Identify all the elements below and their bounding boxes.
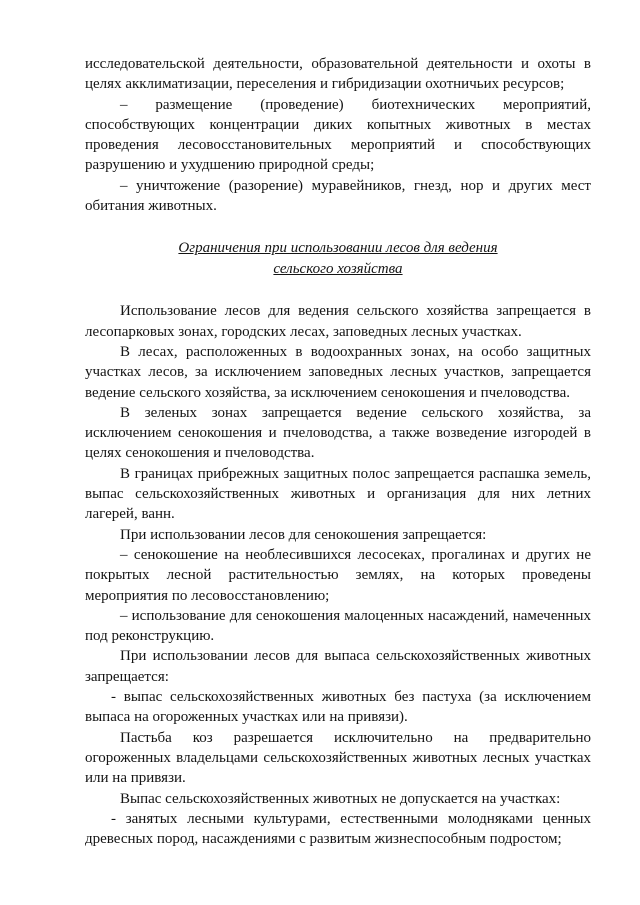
text-paragraph: Пастьба коз разрешается исключительно на предварительно огороженных владельцами сельскохозяйственных животных лесных участках или на привязи. [85,729,591,787]
section-heading-line: Ограничения при использовании лесов для ведения [178,240,498,257]
text-paragraph: В границах прибрежных защитных полос запрещается распашка земель, выпас сельскохозяйственных животных и организация для них летних лагерей, ванн. [85,465,591,523]
section-heading [85,238,591,279]
list-item: – размещение (проведение) биотехнических мероприятий, способствующих концентрации диких копытных животных в местах проведения лесовосстановительных мероприятий и способствующих разрушению и ухудшению природной среды; [85,96,591,174]
list-item: – уничтожение (разорение) муравейников, гнезд, нор и других мест обитания животных. [85,177,591,215]
text-paragraph: В зеленых зонах запрещается ведение сельского хозяйства, за исключением сенокошения и пчеловодства, а также возведение изгородей в целях сенокошения и пчеловодства. [85,404,591,462]
text-paragraph: При использовании лесов для выпаса сельскохозяйственных животных запрещается: [85,648,591,685]
list-item: – использование для сенокошения малоценных насаждений, намеченных под реконструкцию. [85,607,591,645]
text-paragraph: Выпас сельскохозяйственных животных не допускается на участках: [120,790,561,807]
list-item: – сенокошение на необлесившихся лесосеках, прогалинах и других не покрытых лесной растительностью землях, на которых проведены мероприятия по лесовосстановлению; [85,546,591,604]
list-item: - выпас сельскохозяйственных животных без пастуха (за исключением выпаса на огороженных участках или на привязи). [85,689,591,726]
text-paragraph: исследовательской деятельности, образовательной деятельности и охоты в целях акклиматизации, переселения и гибридизации охотничьих ресурсов; [85,56,591,93]
text-paragraph: Использование лесов для ведения сельского хозяйства запрещается в лесопарковых зонах, городских лесах, заповедных лесных участках. [85,303,591,340]
text-paragraph: В лесах, расположенных в водоохранных зонах, на особо защитных участках лесов, за исключением заповедных лесных участков, запрещается ведение сельского хозяйства, за исключением сенокошения и пчеловодства. [85,343,591,401]
text-paragraph: При использовании лесов для сенокошения запрещается: [120,526,487,543]
section-heading-line: сельского хозяйства [273,260,403,277]
list-item: - занятых лесными культурами, естественными молодняками ценных древесных пород, насаждениями с развитым жизнеспособным подростом; [85,810,591,848]
document-page [85,54,591,849]
